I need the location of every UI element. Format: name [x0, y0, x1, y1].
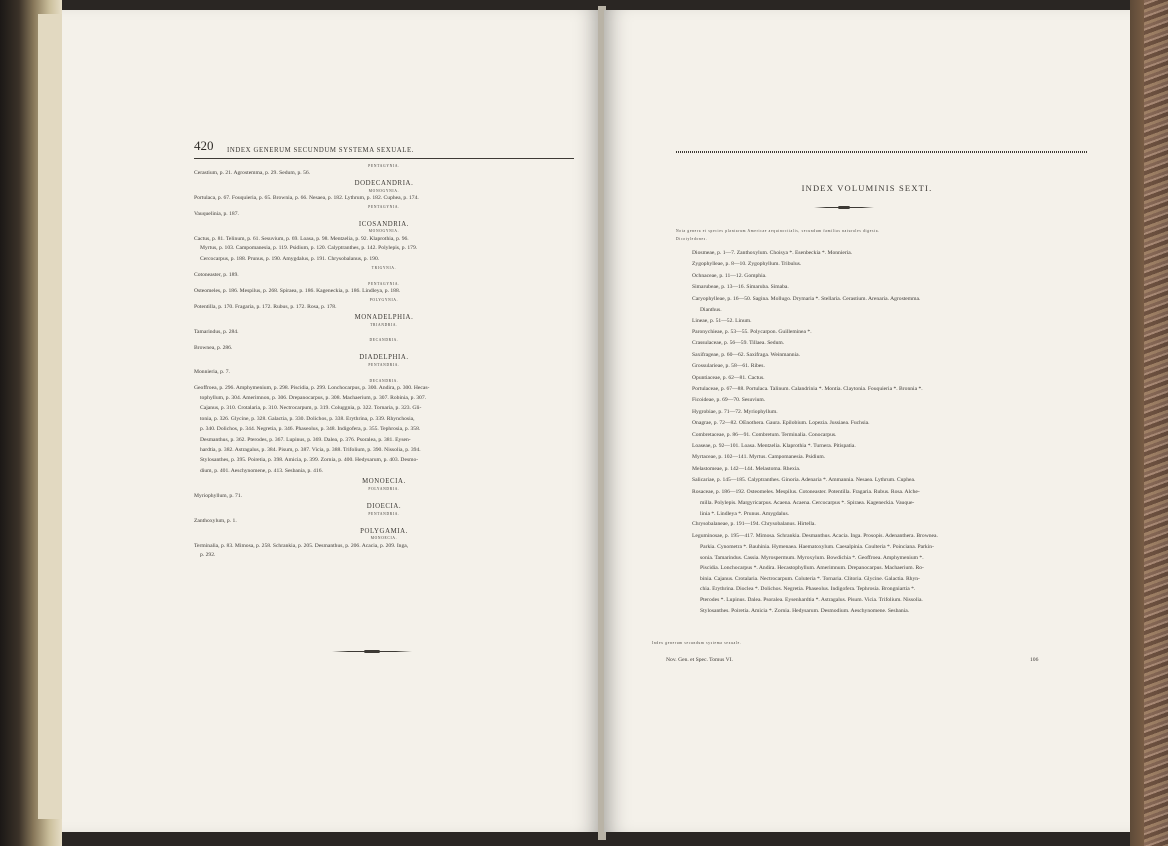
family-entry: Portulaceae, p. 67—88. Portulaca. Talinum. Calandrinia *. Montia. Claytonia. Fouquieria *. Bronnia *. [692, 386, 923, 392]
index-entry: Myriophyllum, p. 71. [194, 493, 243, 500]
subclass-heading: TRIGYNIA. [371, 266, 397, 270]
family-entry: Diosmeae, p. 1—7. Zanthoxylum. Choisya *. Esenbeckia *. Monnieria. [692, 250, 853, 256]
index-entry: Vauquelinia, p. 187. [194, 210, 239, 217]
family-entry: Combretaceae, p. 86—91. Combretum. Terminalia. Conocarpus. [692, 431, 837, 438]
class-heading: POLYGAMIA. [360, 527, 408, 535]
index-entry: Cerastium, p. 21. Agrostemma, p. 29. Sedum, p. 56. [194, 170, 311, 177]
subclass-heading: MONOGYNIA. [368, 229, 400, 234]
index-entry: Portulaca, p. 67. Fouquieria, p. 65. Brownia, p. 66. Nesaea, p. 182. Lythrum, p. 182. Cuphea, p. 174. [194, 195, 419, 201]
book-left-edge [0, 0, 62, 846]
family-entry: Opuntiaceae, p. 62—81. Cactus. [692, 374, 765, 381]
subclass-heading: MONOGYNIA. [368, 188, 400, 193]
family-entry: Pterodes *. Lupinus. Dalea. Psoralea. Eysenhardtia *. Astragalus. Pisum. Vicia. Trifolium. Nissolia. [700, 597, 923, 603]
marbled-edge [1144, 0, 1168, 846]
title-ornament [814, 206, 874, 209]
family-entry: Onagrae, p. 72—82. OEnothera. Gaura. Epilobium. Lopezia. Jussiaea. Fuchsia. [692, 420, 870, 427]
family-entry: Lineae, p. 51—52. Linum. [692, 317, 752, 324]
family-entry: linia *. Lindleya *. Prunus. Amygdalus. [700, 510, 790, 517]
class-heading: ICOSANDRIA. [358, 220, 410, 228]
family-entry: milla. Polylepis. Margyricarpus. Acaena. Acaena. Cercocarpus *. Spiraea. Kageneckia. Vauque- [700, 500, 915, 506]
family-entry: Zygophylleae, p. 8—10. Zygophyllum. Tribulus. [692, 261, 802, 268]
index-entry: Monnieria, p. 7. [194, 369, 230, 376]
subclass-heading: DECANDRIA. [369, 338, 399, 343]
family-entry: Hygrobiae, p. 71—72. Myriophyllum. [692, 408, 778, 415]
index-entry: Tamarindus, p. 284. [194, 328, 239, 335]
index-entry: tophyllum, p. 304. Amerimnon, p. 306. Drepanocarpus, p. 308. Machaerium, p. 307. Robinia, p. 307. [200, 394, 427, 401]
subclass-heading: PENTAGYNIA. [368, 164, 400, 168]
family-entry: Leguminosae, p. 195—417. Mimosa. Schrankia. Desmanthus. Acacia. Inga. Prosopis. Adenanthera. Brownea. [692, 532, 938, 539]
family-entry: Rosaceae, p. 186—192. Osteomeles. Mespilus. Cotoneaster. Potentilla. Fragaria. Rubus. Rosa. Alche- [692, 488, 920, 495]
class-heading: DIOECIA. [366, 502, 402, 510]
family-entry: Melastomeae, p. 142—144. Melastoma. Rhexia. [692, 465, 801, 472]
index-entry: p. 292. [200, 552, 216, 559]
subclass-heading: PENTANDRIA. [368, 363, 400, 368]
index-entry: p. 340. Dolichos, p. 344. Negretia, p. 346. Phaseolus, p. 348. Indigofera, p. 355. Tephrosia, p. 358. [200, 426, 421, 433]
family-entry: Salicariae, p. 145—185. Calyptranthes. Ginoria. Adenaria *. Ammannia. Nesaea. Lythrum. Cuphea. [692, 477, 916, 484]
family-entry: Ficoideae, p. 69—70. Sesuvium. [692, 397, 766, 404]
subclass-heading: PENTAGYNIA. [368, 281, 400, 286]
family-entry: Chrysobalaneae, p. 191—194. Chrysobalanus. Hirtella. [692, 521, 816, 528]
end-ornament [332, 650, 412, 653]
signature-mark: Nov. Gen. et Spec. Tomus VI. [666, 657, 733, 663]
index-entry: Stylosanthes, p. 395. Poiretia, p. 398. Amicia, p. 399. Zornia, p. 400. Hedysarum, p. 403. Desmo- [200, 457, 419, 464]
right-page [604, 10, 1130, 832]
footnote: Index generum secundum systema sexuale. [652, 641, 742, 645]
family-entry: Grossularieae, p. 58—61. Ribes. [692, 363, 765, 370]
class-heading: DIADELPHIA. [359, 354, 409, 362]
index-entry: Cotoneaster, p. 189. [194, 272, 239, 279]
index-title: INDEX VOLUMINIS SEXTI. [801, 183, 933, 193]
class-heading: MONADELPHIA. [354, 313, 414, 321]
index-entry: hardtia, p. 382. Astragalus, p. 384. Pisum, p. 387. Vicia, p. 388. Trifolium, p. 390. Nissolia, p. 394. [200, 446, 421, 453]
family-entry: Simarubeae, p. 13—16. Simaruba. Simaba. [692, 284, 789, 291]
index-entry: Desmanthus, p. 362. Pterodes, p. 367. Lupinus, p. 369. Dalea, p. 376. Psoralea, p. 381. Eysen- [200, 436, 411, 443]
family-entry: Loaseae, p. 92—101. Loasa. Mentzelia. Klaprothia *. Turnera. Pitispatia. [692, 443, 856, 449]
signature-number: 106 [1030, 657, 1039, 663]
intro-class: Dicotyledones. [676, 237, 708, 241]
top-dotted-rule [676, 151, 1088, 153]
book-right-cover [1130, 0, 1168, 846]
family-entry: Saxifrageae, p. 60—62. Saxifraga. Weinmannia. [692, 351, 801, 358]
family-entry: Myrtaceae, p. 102—141. Myrtus. Campomanesia. Psidium. [692, 454, 826, 461]
family-entry: sonia. Tamarindus. Cassia. Myrospermum. Myroxylum. Bowdichia *. Geoffroea. Amphymenium *. [700, 554, 924, 561]
running-head: INDEX GENERUM SECUNDUM SYSTEMA SEXUALE. [227, 147, 415, 154]
subclass-heading: TRIANDRIA. [370, 322, 398, 327]
index-entry: Brownea, p. 286. [194, 344, 233, 351]
family-entry: Parkia. Cynometra *. Bauhinia. Hymenaea. Haematoxylum. Caesalpinia. Coulteria *. Poinciana. Parkin- [700, 544, 934, 550]
index-entry: Cactus, p. 81. Telinum, p. 61. Sesuvium, p. 69. Loasa, p. 98. Mentzelia, p. 92. Klaprothia, p. 96. [194, 235, 409, 242]
class-heading: DODECANDRIA. [354, 179, 414, 187]
subclass-heading: POLYANDRIA. [368, 486, 400, 491]
subclass-heading: DECANDRIA. [369, 379, 399, 383]
index-entry: Osteomeles, p. 186. Mespilus, p. 268. Spiraea, p. 186. Kageneckia, p. 186. Lindleya, p. 188. [194, 288, 401, 295]
index-entry: Geoffroea, p. 296. Amphymenium, p. 298. Piscidia, p. 299. Lonchocarpus, p. 300. Andira, p. 300. Hecas- [194, 385, 430, 392]
family-entry: Piscidia. Lonchocarpus *. Andira. Hecastophyllum. Amerimnum. Drepanocarpus. Machaerium. Ro- [700, 565, 924, 572]
subclass-heading: POLYGYNIA. [369, 297, 399, 302]
family-entry: Crassulaceae, p. 56—59. Tillaea. Sedum. [692, 340, 785, 347]
page-number: 420 [194, 138, 214, 153]
subclass-heading: PENTANDRIA. [368, 511, 400, 516]
header-rule [194, 158, 574, 159]
family-entry: Paronychieae, p. 53—55. Polycarpon. Guilleminea *. [692, 329, 812, 335]
family-entry: chia. Erythrina. Dioclea *. Dolichos. Negretia. Phaseolus. Indigofera. Tephrosia. Brongniartia *. [700, 586, 916, 593]
family-entry: Dianthus. [700, 307, 722, 313]
class-heading: MONOECIA. [362, 478, 406, 486]
index-entry: Cajanus, p. 310. Crotalaria, p. 310. Nectrocarpum, p. 319. Coluggnia, p. 322. Tornaria, p. 323. Gli- [200, 405, 422, 412]
subclass-heading: MONOECIA. [370, 536, 398, 541]
index-entry: Zanthoxylum, p. 1. [194, 517, 237, 524]
family-entry: Caryophylleae, p. 16—50. Sagina. Mollugo. Drymaria *. Stellaria. Cerastium. Arenaria. Agrostemma. [692, 295, 921, 302]
index-entry: Potentilla, p. 170. Fragaria, p. 172. Rubus, p. 172. Rosa, p. 178. [194, 304, 337, 311]
index-entry: Cercocarpus, p. 188. Prunus, p. 190. Amygdalus, p. 191. Chrysobalanus, p. 190. [200, 255, 380, 262]
index-entry: Terminalia, p. 83. Mimosa, p. 258. Schrankia, p. 205. Desmanthus, p. 206. Acacia, p. 209. Inga, [194, 542, 409, 549]
intro-note: Nota genera et species plantarum Americae aequinoctialis, secundum familias naturales digesta. [676, 229, 880, 233]
index-entry: Myrtus, p. 103. Campomanesia, p. 119. Psidium, p. 120. Calyptranthes, p. 142. Polylepis, p. 179. [200, 245, 418, 252]
family-entry: Ochnaceae, p. 11—12. Gomphia. [692, 272, 767, 279]
index-entry: dium, p. 401. Aeschynomene, p. 413. Sesbania, p. 416. [200, 467, 323, 474]
family-entry: binia. Cajanus. Crotalaria. Nectrocarpum. Coluteria *. Tornaria. Clitoria. Glycine. Galactia. Rhyn- [700, 575, 920, 582]
subclass-heading: PENTAGYNIA. [368, 204, 400, 209]
left-page [62, 10, 600, 832]
index-entry: tonia, p. 326. Glycine, p. 328. Galactia, p. 330. Dolichos, p. 338. Erythrina, p. 339. Rhynchosia, [200, 415, 415, 422]
page-stack [38, 14, 62, 819]
family-entry: Stylosanthes. Poiretia. Amicia *. Zornia. Hedysarum. Desmodium. Aeschynomene. Sesbania. [700, 607, 910, 614]
